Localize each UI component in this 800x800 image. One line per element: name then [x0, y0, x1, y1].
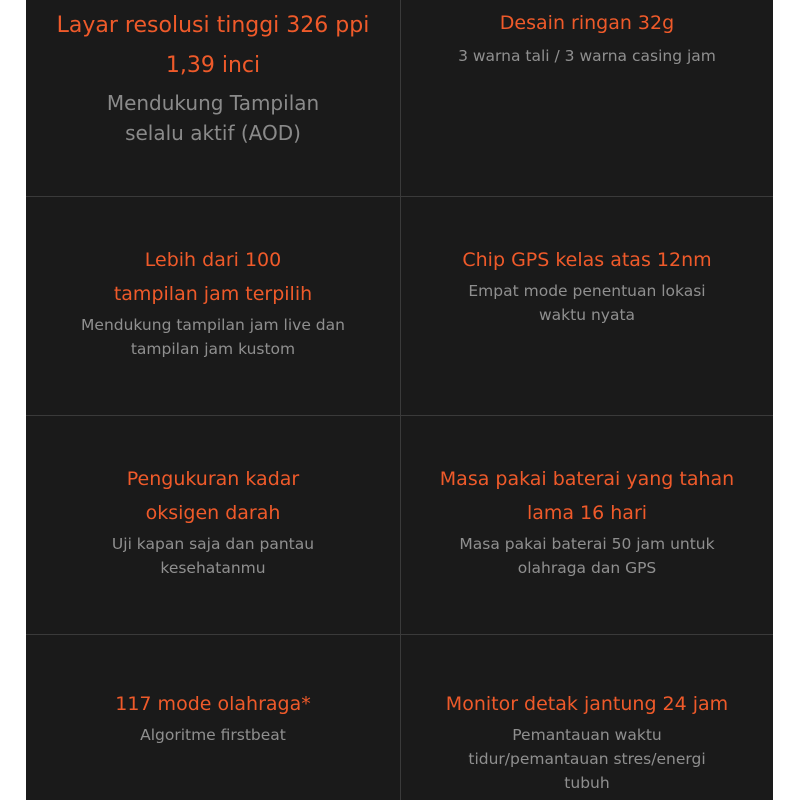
feature-description: Uji kapan saja dan pantau kesehatanmu	[111, 535, 315, 577]
feature-title: Masa pakai baterai yang tahan lama 16 hari	[439, 468, 735, 524]
feature-description: Algoritme firstbeat	[140, 726, 286, 744]
feature-grid	[26, 0, 773, 800]
feature-card-blood-oxygen	[26, 416, 400, 634]
feature-card-heart-rate	[401, 635, 773, 800]
feature-card-display	[26, 0, 400, 196]
feature-title: Monitor detak jantung 24 jam	[445, 693, 729, 715]
feature-title: Chip GPS kelas atas 12nm	[462, 249, 712, 271]
feature-title: Desain ringan 32g	[499, 12, 675, 34]
feature-title: Lebih dari 100 tampilan jam terpilih	[113, 249, 313, 305]
feature-description: Pemantauan waktu tidur/pemantauan stres/energi tubuh	[468, 726, 706, 792]
feature-card-watch-faces	[26, 197, 400, 415]
feature-card-design	[401, 0, 773, 196]
feature-description: Masa pakai baterai 50 jam untuk olahraga dan GPS	[459, 535, 715, 577]
feature-description: Empat mode penentuan lokasi waktu nyata	[468, 282, 706, 324]
feature-title: 117 mode olahraga*	[115, 693, 311, 715]
feature-title: Layar resolusi tinggi 326 ppi 1,39 inci	[56, 13, 370, 78]
feature-description: Mendukung tampilan jam live dan tampilan jam kustom	[81, 316, 345, 358]
feature-card-sport-modes	[26, 635, 400, 800]
feature-description: 3 warna tali / 3 warna casing jam	[458, 47, 716, 65]
feature-title: Pengukuran kadar oksigen darah	[126, 468, 300, 524]
feature-card-gps	[401, 197, 773, 415]
feature-card-battery	[401, 416, 773, 634]
feature-description: Mendukung Tampilan selalu aktif (AOD)	[106, 91, 320, 145]
